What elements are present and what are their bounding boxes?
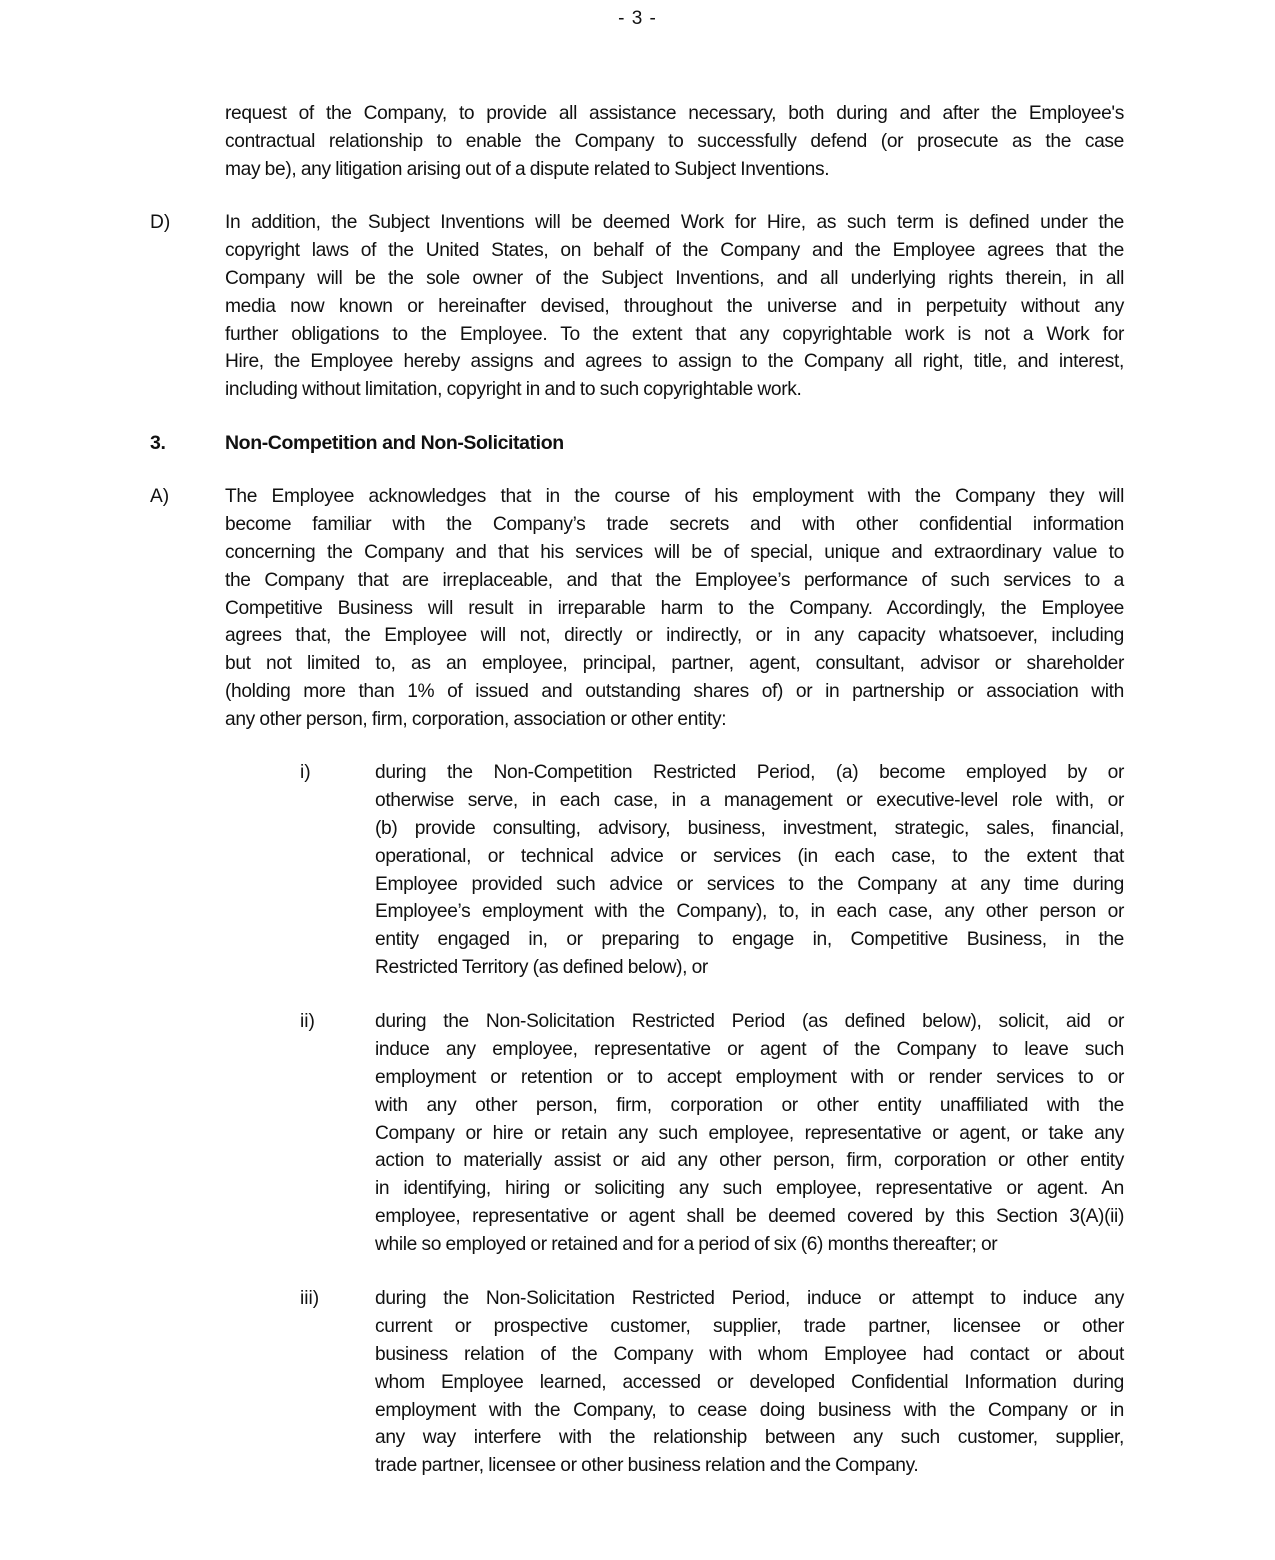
subclause-iii-text	[375, 1285, 1124, 1480]
text-line: Restricted Territory (as defined below), or	[375, 957, 708, 979]
text-line: Employee’s employment with the Company), to, in each case, any other person or	[375, 901, 1124, 923]
text-line: Company or hire or retain any such employee, representative or agent, or take any	[375, 1122, 1124, 1144]
text-line: employment or retention or to accept employment with or render services to or	[375, 1066, 1124, 1088]
text-line: in identifying, hiring or soliciting any such employee, representative or agent. An	[375, 1178, 1124, 1200]
clause-d-label: D)	[150, 212, 171, 233]
text-line: The Employee acknowledges that in the course of his employment with the Company they will	[225, 486, 1124, 507]
subclause-iii-label: iii)	[300, 1288, 320, 1309]
clause-a-text	[225, 483, 1124, 734]
text-line: during the Non-Competition Restricted Period, (a) become employed by or	[375, 762, 1124, 783]
clause-d-text	[225, 209, 1124, 404]
text-line: Hire, the Employee hereby assigns and agrees to assign to the Company all right, title, and interest,	[225, 351, 1124, 373]
text-line: business relation of the Company with whom Employee had contact or about	[375, 1343, 1124, 1365]
text-line: current or prospective customer, supplier, trade partner, licensee or other	[375, 1315, 1124, 1337]
text-line: whom Employee learned, accessed or developed Confidential Information during	[375, 1371, 1124, 1393]
text-line: (b) provide consulting, advisory, business, investment, strategic, sales, financial,	[375, 817, 1124, 839]
text-line: media now known or hereinafter devised, throughout the universe and in perpetuity without any	[225, 295, 1124, 317]
text-line: induce any employee, representative or agent of the Company to leave such	[375, 1038, 1124, 1060]
text-line: contractual relationship to enable the Company to successfully defend (or prosecute as the case	[225, 130, 1124, 152]
text-line: become familiar with the Company’s trade secrets and with other confidential information	[225, 513, 1124, 535]
clause-a-label: A)	[150, 486, 170, 507]
text-line: the Company that are irreplaceable, and that the Employee’s performance of such services to a	[225, 569, 1124, 591]
subclause-i-text	[375, 759, 1124, 982]
text-line: otherwise serve, in each case, in a management or executive-level role with, or	[375, 789, 1124, 811]
text-line: may be), any litigation arising out of a dispute related to Subject Inventions.	[225, 158, 830, 180]
section-3-title: Non-Competition and Non-Solicitation	[225, 432, 564, 454]
text-line: copyright laws of the United States, on behalf of the Company and the Employee agrees that the	[225, 239, 1124, 261]
text-line: request of the Company, to provide all assistance necessary, both during and after the Employee's	[225, 103, 1124, 124]
text-line: during the Non-Solicitation Restricted Period, induce or attempt to induce any	[375, 1288, 1124, 1309]
text-line: In addition, the Subject Inventions will be deemed Work for Hire, as such term is defined under the	[225, 212, 1124, 233]
text-line: during the Non-Solicitation Restricted Period (as defined below), solicit, aid or	[375, 1011, 1124, 1032]
text-line: operational, or technical advice or services (in each case, to the extent that	[375, 845, 1124, 867]
text-line: any other person, firm, corporation, association or other entity:	[225, 709, 727, 731]
text-line: employee, representative or agent shall be deemed covered by this Section 3(A)(ii)	[375, 1206, 1124, 1228]
text-line: entity engaged in, or preparing to engage in, Competitive Business, in the	[375, 929, 1124, 951]
text-line: trade partner, licensee or other business relation and the Company.	[375, 1455, 919, 1477]
text-line: with any other person, firm, corporation or other entity unaffiliated with the	[375, 1094, 1124, 1116]
text-line: agrees that, the Employee will not, directly or indirectly, or in any capacity whatsoever, including	[225, 625, 1124, 647]
text-line: (holding more than 1% of issued and outstanding shares of) or in partnership or association with	[225, 681, 1124, 703]
text-line: but not limited to, as an employee, principal, partner, agent, consultant, advisor or shareholder	[225, 653, 1124, 675]
subclause-ii-label: ii)	[300, 1011, 315, 1032]
subclause-i-label: i)	[300, 762, 311, 783]
page-number: - 3 -	[618, 8, 657, 29]
section-3-number: 3.	[150, 432, 166, 454]
text-line: including without limitation, copyright in and to such copyrightable work.	[225, 379, 802, 401]
clause-c-continuation	[225, 100, 1124, 184]
text-line: action to materially assist or aid any other person, firm, corporation or other entity	[375, 1150, 1124, 1172]
text-line: Company will be the sole owner of the Subject Inventions, and all underlying rights therein, in all	[225, 267, 1124, 289]
subclause-ii-text	[375, 1008, 1124, 1259]
text-line: further obligations to the Employee. To the extent that any copyrightable work is not a Work for	[225, 323, 1124, 345]
text-line: any way interfere with the relationship between any such customer, supplier,	[375, 1427, 1124, 1449]
text-line: concerning the Company and that his services will be of special, unique and extraordinary value to	[225, 541, 1124, 563]
text-line: Competitive Business will result in irreparable harm to the Company. Accordingly, the Employee	[225, 597, 1124, 619]
text-line: Employee provided such advice or services to the Company at any time during	[375, 873, 1124, 895]
text-line: while so employed or retained and for a period of six (6) months thereafter; or	[375, 1234, 998, 1256]
text-line: employment with the Company, to cease doing business with the Company or in	[375, 1399, 1124, 1421]
